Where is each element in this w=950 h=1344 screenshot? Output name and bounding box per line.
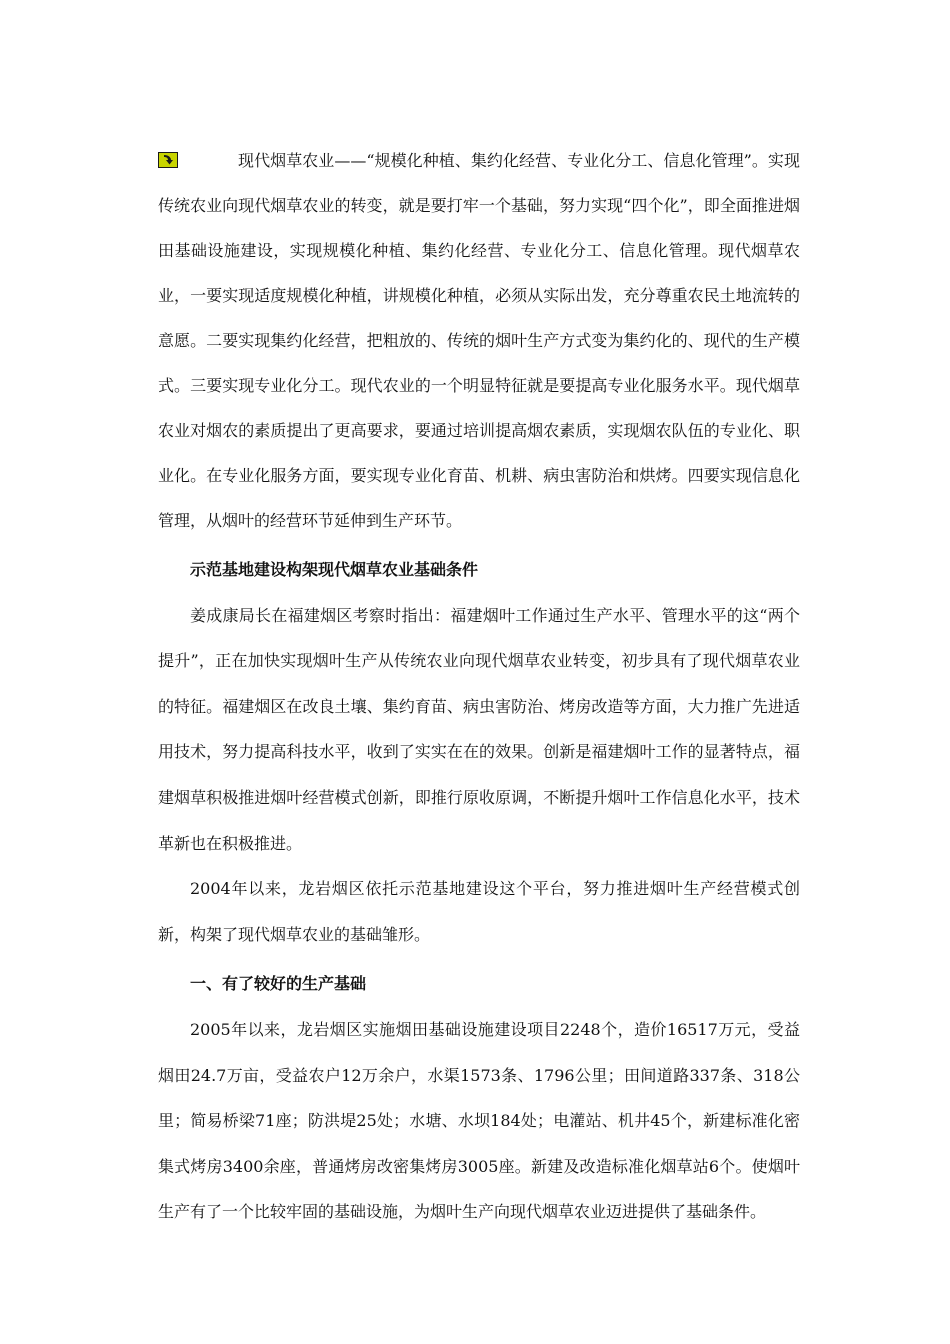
paragraph-infrastructure: 2005年以来，龙岩烟区实施烟田基础设施建设项目2248个，造价16517万元，受益烟田24.7万亩，受益农户12万余户，水渠1573条、1796公里；田间道路337条、318公里；简易桥梁71座；防洪堤25处；水塘、水坝184处；电灌站、机井45个，新建标准化密集式烤房3400余座，普通烤房改密集烤房3005座。新建及改造标准化烟草站6个。使烟叶生产有了一个比较牢固的基础设施，为烟叶生产向现代烟草农业迈进提供了基础条件。 (158, 1019, 800, 1222)
paragraph-jiang-remarks: 姜成康局长在福建烟区考察时指出：福建烟叶工作通过生产水平、管理水平的这“两个提升”，正在加快实现烟叶生产从传统农业向现代烟草农业转变，初步具有了现代烟草农业的特征。福建烟区在改良土壤、集约育苗、病虫害防治、烤房改造等方面，大力推广先进适用技术，努力提高科技水平，收到了实实在在的效果。创新是福建烟叶工作的显著特点，福建烟草积极推进烟叶经营模式创新，即推行原收原调，不断提升烟叶工作信息化水平，技术革新也在积极推进。 (158, 605, 800, 853)
intro-paragraph (158, 138, 800, 543)
section-heading-demo-base: 示范基地建设构架现代烟草农业基础条件 (190, 560, 479, 579)
arrow-bullet-icon (158, 140, 178, 156)
section-heading-production-base: 一、有了较好的生产基础 (190, 974, 367, 994)
document-body (158, 138, 800, 1235)
paragraph-longyan-2004: 2004年以来，龙岩烟区依托示范基地建设这个平台，努力推进烟叶生产经营模式创新，构架了现代烟草农业的基础雏形。 (158, 879, 800, 944)
intro-text: 现代烟草农业——“规模化种植、集约化经营、专业化分工、信息化管理”。实现传统农业向现代烟草农业的转变，就是要打牢一个基础，努力实现“四个化”，即全面推进烟田基础设施建设，实现规模化种植、集约化经营、专业化分工、信息化管理。现代烟草农业，一要实现适度规模化种植，讲规模化种植，必须从实际出发，充分尊重农民土地流转的意愿。二要实现集约化经营，把粗放的、传统的烟叶生产方式变为集约化的、现代的生产模式。三要实现专业化分工。现代农业的一个明显特征就是要提高专业化服务水平。现代烟草农业对烟农的素质提出了更高要求，要通过培训提高烟农素质，实现烟农队伍的专业化、职业化。在专业化服务方面，要实现专业化育苗、机耕、病虫害防治和烘烤。四要实现信息化管理，从烟叶的经营环节延伸到生产环节。 (158, 151, 800, 530)
